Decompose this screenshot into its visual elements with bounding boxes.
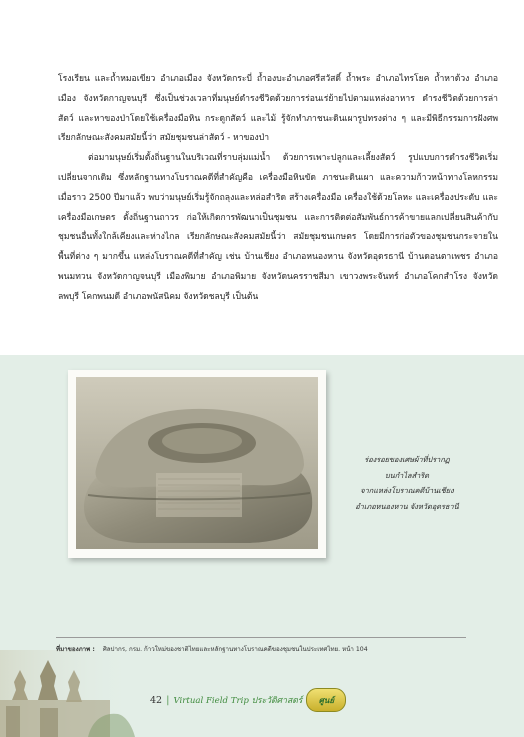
reference-text: ศิลปากร, กรม. ก้าวใหม่ของชาติไทยและหลักฐานทางโบราณคดีของชุมชนในประเทศไทย. หน้า 104 [102,646,368,653]
body-text [58,70,498,308]
stone-artifact-image [76,377,318,549]
reference-divider [56,637,466,638]
caption-line: ร่องรอยของเศษผ้าที่ปรากฏ [364,455,450,464]
caption-line: อำเภอหนองหาน จังหวัดอุดรธานี [355,501,459,511]
footer-title: Virtual Field Trip ประวัติศาสตร์ [173,696,303,706]
body-paragraph: โรงเรียน และถ้ำหมอเขียว อำเภอเมือง จังหวัดกระบี่ ถ้ำองบะอำเภอศรีสวัสดิ์ ถ้ำพระ อำเภอไทรโยค ถ้ำหาด้วง อำเภอเมือง จังหวัดกาญจนบุรี ซึ่งเป็นช่วงเวลาที่มนุษย์ดำรงชีวิตด้วยการร่อนเร่ย้ายไปตามแหล่งอาหาร ดำรงชีวิตด้วยการล่าสัตว์ และหาของป่าโดยใช้เครื่องมือหิน กระดูกสัตว์ และไม้ รู้จักทำภาชนะดินเผารูปทรงต่าง ๆ และมีพิธีกรรมการฝังศพ เรียกลักษณะสังคมสมัยนี้ว่า สมัยชุมชนล่าสัตว์ - หาของป่า [58,74,498,144]
artifact-photo-frame [68,370,326,558]
caption-line: จากแหล่งโบราณคดีบ้านเชียง [360,486,454,495]
footer-separator: | [166,694,170,706]
page-footer [150,690,346,710]
footer-logo-badge [306,688,346,712]
page-number: 42 [150,694,163,706]
bronze-bracelet-photo [76,377,318,549]
photo-caption [332,452,482,514]
body-paragraph: ต่อมามนุษย์เริ่มตั้งถิ่นฐานในบริเวณที่ราบลุ่มแม่น้ำ ด้วยการเพาะปลูกและเลี้ยงสัตว์ รูปแบบการดำรงชีวิตเริ่มเปลี่ยนจากเดิม ซึ่งหลักฐานทางโบราณคดีที่สำคัญคือ เครื่องมือหินขัด ภาชนะดินเผา และความก้าวหน้าทางโลหกรรม เมื่อราว 2500 ปีมาแล้ว พบว่ามนุษย์เริ่มรู้จักถลุงและหล่อสำริด สร้างเครื่องมือ เครื่องใช้ด้วยโลหะ และเครื่องประดับ และเครื่องมือเกษตร ตั้งถิ่นฐานถาวร ก่อให้เกิดการพัฒนาเป็นชุมชน และการติดต่อสัมพันธ์การค้าขายแลกเปลี่ยนสินค้ากับชุมชนอื่นทั้งใกล้เคียงและห่างไกล เรียกลักษณะสังคมสมัยนี้ว่า สมัยชุมชนเกษตร โดยมีการก่อตัวของชุมชนกระจายในพื้นที่ต่าง ๆ มากขึ้น แหล่งโบราณคดีที่สำคัญ เช่น บ้านเชียง อำเภอหนองหาน จังหวัดอุดรธานี บ้านดอนตาเพชร อำเภอพนมทวน จังหวัดกาญจนบุรี เมืองพิมาย อำเภอพิมาย จังหวัดนครราชสีมา เขาวงพระจันทร์ อำเภอโคกสำโรง จังหวัดลพบุรี โคกพนมดี อำเภอพนัสนิคม จังหวัดชลบุรี เป็นต้น [58,153,498,302]
reference-label: ที่มาของภาพ : [56,646,95,653]
footer-logo-text: ศูนย์ [318,694,334,705]
temple-illustration [0,650,135,737]
caption-line: บนกำไลสำริด [384,470,430,480]
